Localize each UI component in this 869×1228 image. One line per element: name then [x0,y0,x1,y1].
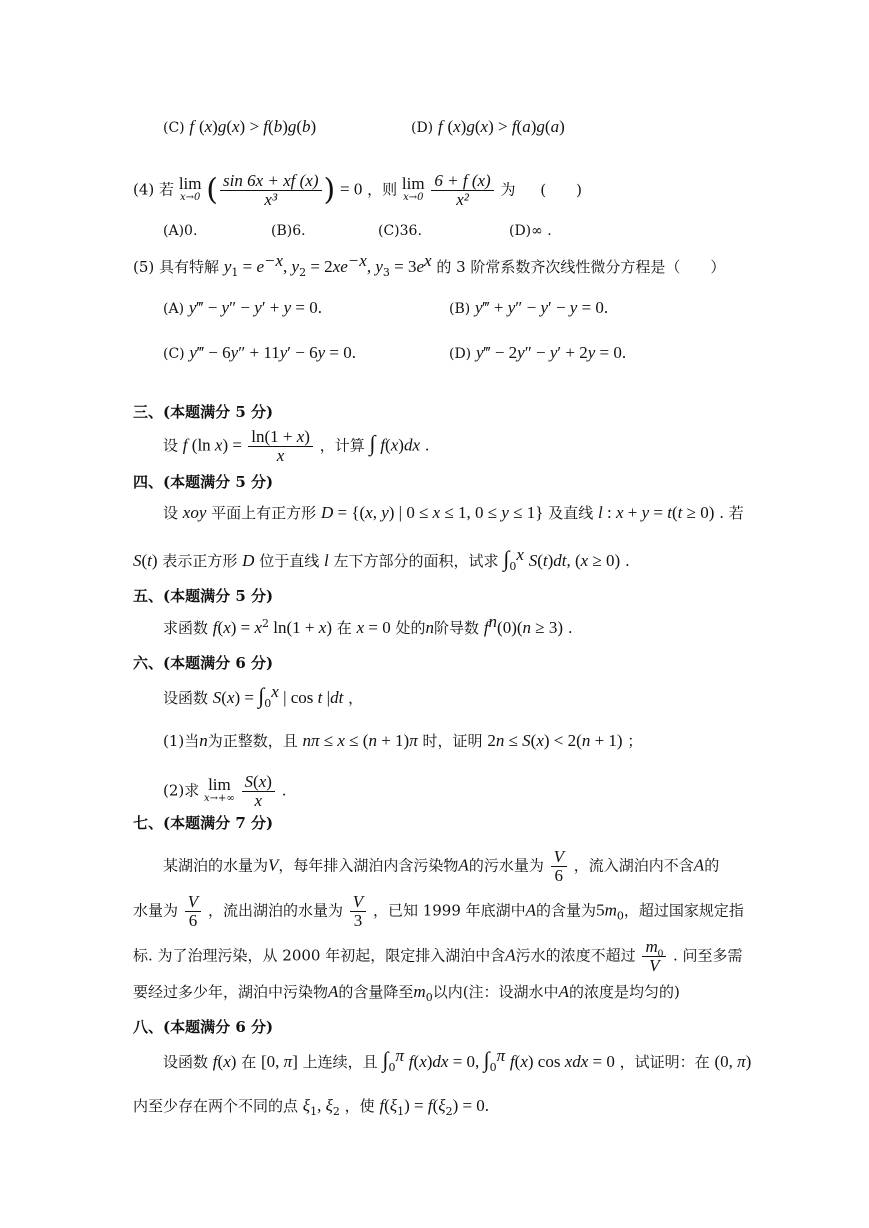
section-6-part-1: (1)当n为正整数，且 nπ ≤ x ≤ (n + 1)π 时，证明 2n ≤ S(x) < 2(n + 1) ； [163,731,643,750]
q3-option-c: (C) f (x)g(x) > f(b)g(b) [163,117,317,136]
section-6-title: 六、(本题满分 6 分) [133,654,274,672]
section-4-line-1: 设 xoy 平面上有正方形 D = {(x, y) | 0 ≤ x ≤ 1, 0 ≤ y ≤ 1} 及直线 l : x + y = t(t ≥ 0) . 若 [163,503,744,522]
section-6-part-2: (2)求 lim x→+∞ $\frac{S(x)}{x}$ . [163,772,287,810]
q5-question: (5) 具有特解 $y_1 = e^{-x}$, $y_2 = 2xe^{-x}$, $y_3 = 3e^x$ 的 3 阶常系数齐次线性微分方程是（ ） [133,251,726,279]
section-4-line-2: S(t) 表示正方形 D 位于直线 l 左下方部分的面积，试求 $\int_0^x$ S(t)dt, (x ≥ 0) . [133,545,630,573]
q4-option-a: (A)0. [163,223,198,239]
q3-option-d: (D) f (x)g(x) > f(a)g(a) [411,117,565,136]
q5-option-a: (A) y‴ − y″ − y′ + y = 0. [163,298,323,317]
q4-option-b: (B)6. [271,223,306,239]
section-8-title: 八、(本题满分 6 分) [133,1018,274,1036]
section-7-line-2: 水量为 $\frac{V}{6}$ ，流出湖泊的水量为 $\frac{V}{3}$ ，已知 1999 年底湖中A的含量为$5m_0$，超过国家规定指 [133,892,744,930]
q4-question: (4) 若 lim x→0 ( $\frac{\sin 6x + xf (x)}{\text{x³}}$ ) = 0 ，则 lim x→0 $\frac{6 + f (x)}{\text{x²}}$ 为 ( ) [133,171,582,209]
section-7-line-3: 标. 为了治理污染，从 2000 年初起，限定排入湖泊中含A污水的浓度不超过 $\frac{m_0}{V}$ . 问至多需 [133,937,743,975]
section-3-body: 设 f (ln x) = $\frac{\ln(1 + x)}{x}$ ，计算 ∫ f(x)dx . [163,427,430,465]
section-7-title: 七、(本题满分 7 分) [133,814,274,832]
fraction: $\frac{\sin 6x + xf (x)}{\text{x³}}$ [220,172,322,209]
limit: lim x→0 [401,173,425,203]
q5-option-c: (C) y‴ − 6y″ + 11y′ − 6y = 0. [163,343,356,362]
q4-option-c: (C)36. [378,223,422,239]
section-8-line-2: 内至少存在两个不同的点 $\xi_1$, $\xi_2$ ，使 $f(\xi_1) = f(\xi_2) = 0$. [133,1096,490,1118]
fraction: $\frac{6 + f (x)}{\text{x²}}$ [431,172,493,209]
section-3-title: 三、(本题满分 5 分) [133,403,274,421]
section-5-body: 求函数 $f(x) = x^2$ ln(1 + x) 在 x = 0 处的n阶导数 $f^n(0)(n \ge 3)$ . [163,612,573,637]
section-5-title: 五、(本题满分 5 分) [133,587,274,605]
q4-option-d: (D)∞ . [509,223,552,239]
section-7-line-1: 某湖泊的水量为V，每年排入湖泊内含污染物A的污水量为 $\frac{V}{6}$ ，流入湖泊内不含A的 [163,847,720,885]
section-8-line-1: 设函数 f(x) 在 [0, π] 上连续，且 $\int_0^\pi$ f(x)dx = 0, $\int_0^\pi$ f(x) cos xdx = 0 ，试证明：在 (0, π) [163,1046,752,1074]
section-7-line-4: 要经过多少年，湖泊中污染物A的含量降至$m_0$以内(注：设湖水中A的浓度是均匀的) [133,982,680,1004]
limit: lim x→0 [178,173,202,203]
section-6-body: 设函数 $S(x) = \int_0^x$ | cos t |dt ， [163,682,364,710]
q5-option-d: (D) y‴ − 2y″ − y′ + 2y = 0. [449,343,627,362]
q5-option-b: (B) y‴ + y″ − y′ − y = 0. [449,298,609,317]
section-4-title: 四、(本题满分 5 分) [133,473,274,491]
